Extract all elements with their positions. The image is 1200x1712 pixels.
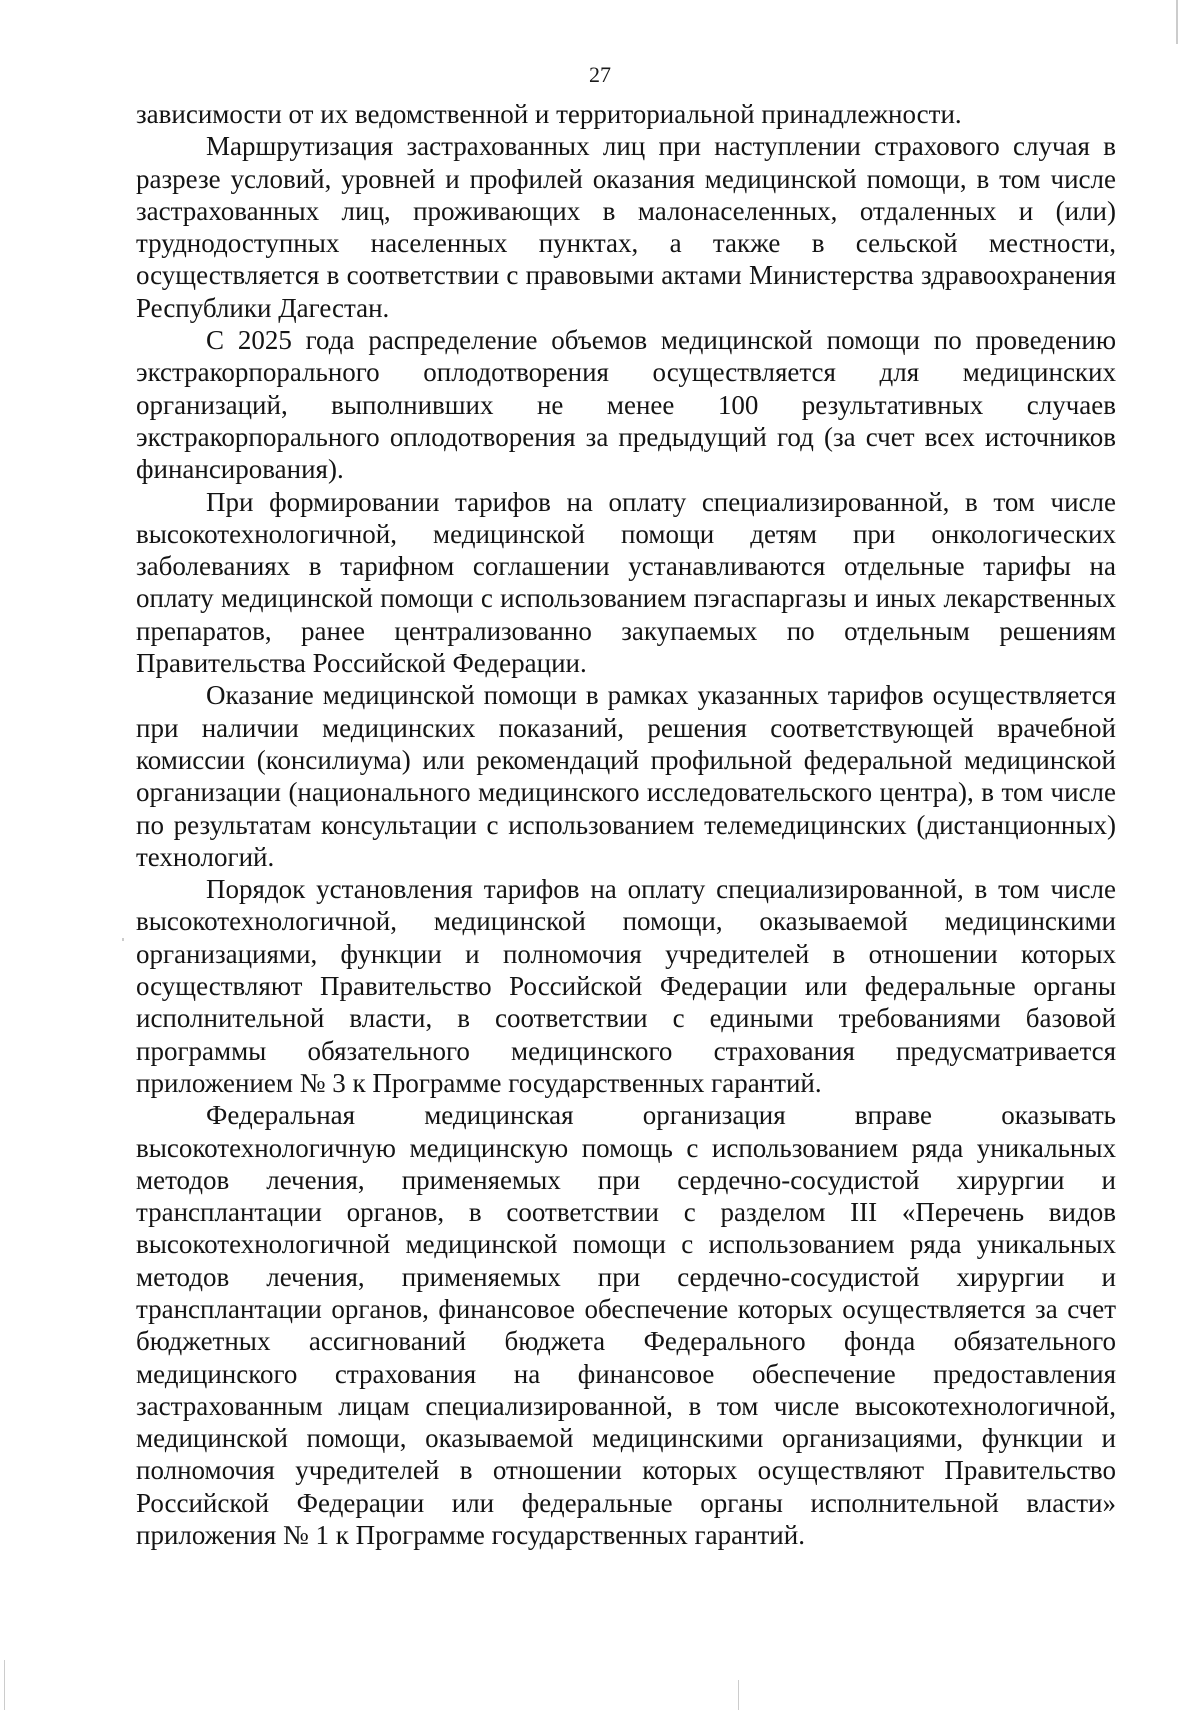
scan-speck [122,938,124,941]
scan-edge-mark [738,1680,739,1710]
paragraph-tariff-procedure: Порядок установления тарифов на оплату специализированной, в том числе высокотехнологичной, медицинской помощи, оказываемой медицинскими организациями, функции и полномочия учредителей в отношении которых осуществляют Правительство Российской Федерации или федеральные органы исполнительной власти, в соответствии с едиными требованиями базовой программы обязательного медицинского страхования предусматривается приложением № 3 к Программе государственных гарантий. [136,874,1116,1098]
page-number: 27 [589,62,611,87]
paragraph-federal-organization: Федеральная медицинская организация вправе оказывать высокотехнологичную медицинскую помощь с использованием ряда уникальных методов лечения, применяемых при сердечно-сосудистой хирургии и трансплантации органов, в соответствии с разделом III «Перечень видов высокотехнологичной медицинской помощи с использованием ряда уникальных методов лечения, применяемых при сердечно-сосудистой хирургии и трансплантации органов, финансовое обеспечение которых осуществляется за счет бюджетных ассигнований бюджета Федерального фонда обязательного медицинского страхования на финансовое обеспечение предоставления застрахованным лицам специализированной, в том числе высокотехнологичной, медицинской помощи, оказываемой медицинскими организациями, функции и полномочия учредителей в отношении которых осуществляют Правительство Российской Федерации или федеральные органы исполнительной власти» приложения № 1 к Программе государственных гарантий. [136,1100,1116,1551]
paragraph-tariff-conditions: Оказание медицинской помощи в рамках указанных тарифов осуществляется при наличии медицинских показаний, решения соответствующей врачебной комиссии (консилиума) или рекомендаций профильной федеральной медицинской организации (национального медицинского исследовательского центра), в том числе по результатам консультации с использованием телемедицинских (дистанционных) технологий. [136,680,1116,872]
paragraph-oncology-tariffs: При формировании тарифов на оплату специализированной, в том числе высокотехнологичной, медицинской помощи детям при онкологических заболеваниях в тарифном соглашении устанавливаются отдельные тарифы на оплату медицинской помощи с использованием пэгаспаргазы и иных лекарственных препаратов, ранее централизованно закупаемых по отдельным решениям Правительства Российской Федерации. [136,486,1116,679]
paragraph-routing: Маршрутизация застрахованных лиц при наступлении страхового случая в разрезе условий, уровней и профилей оказания медицинской помощи, в том числе застрахованных лиц, проживающих в малонаселенных, отдаленных и (или) труднодоступных населенных пунктах, а также в сельской местности, осуществляется в соответствии с правовыми актами Министерства здравоохранения Республики Дагестан. [136,131,1116,323]
scan-edge-mark [4,1660,5,1710]
scan-edge-mark [1176,0,1178,44]
document-body [136,98,1116,1551]
paragraph-eco-volumes: С 2025 года распределение объемов медицинской помощи по проведению экстракорпорального оплодотворения осуществляется для медицинских организаций, выполнивших не менее 100 результативных случаев экстракорпорального оплодотворения за предыдущий год (за счет всех источников финансирования). [136,325,1116,485]
paragraph-continuation: зависимости от их ведомственной и территориальной принадлежности. [136,99,962,129]
